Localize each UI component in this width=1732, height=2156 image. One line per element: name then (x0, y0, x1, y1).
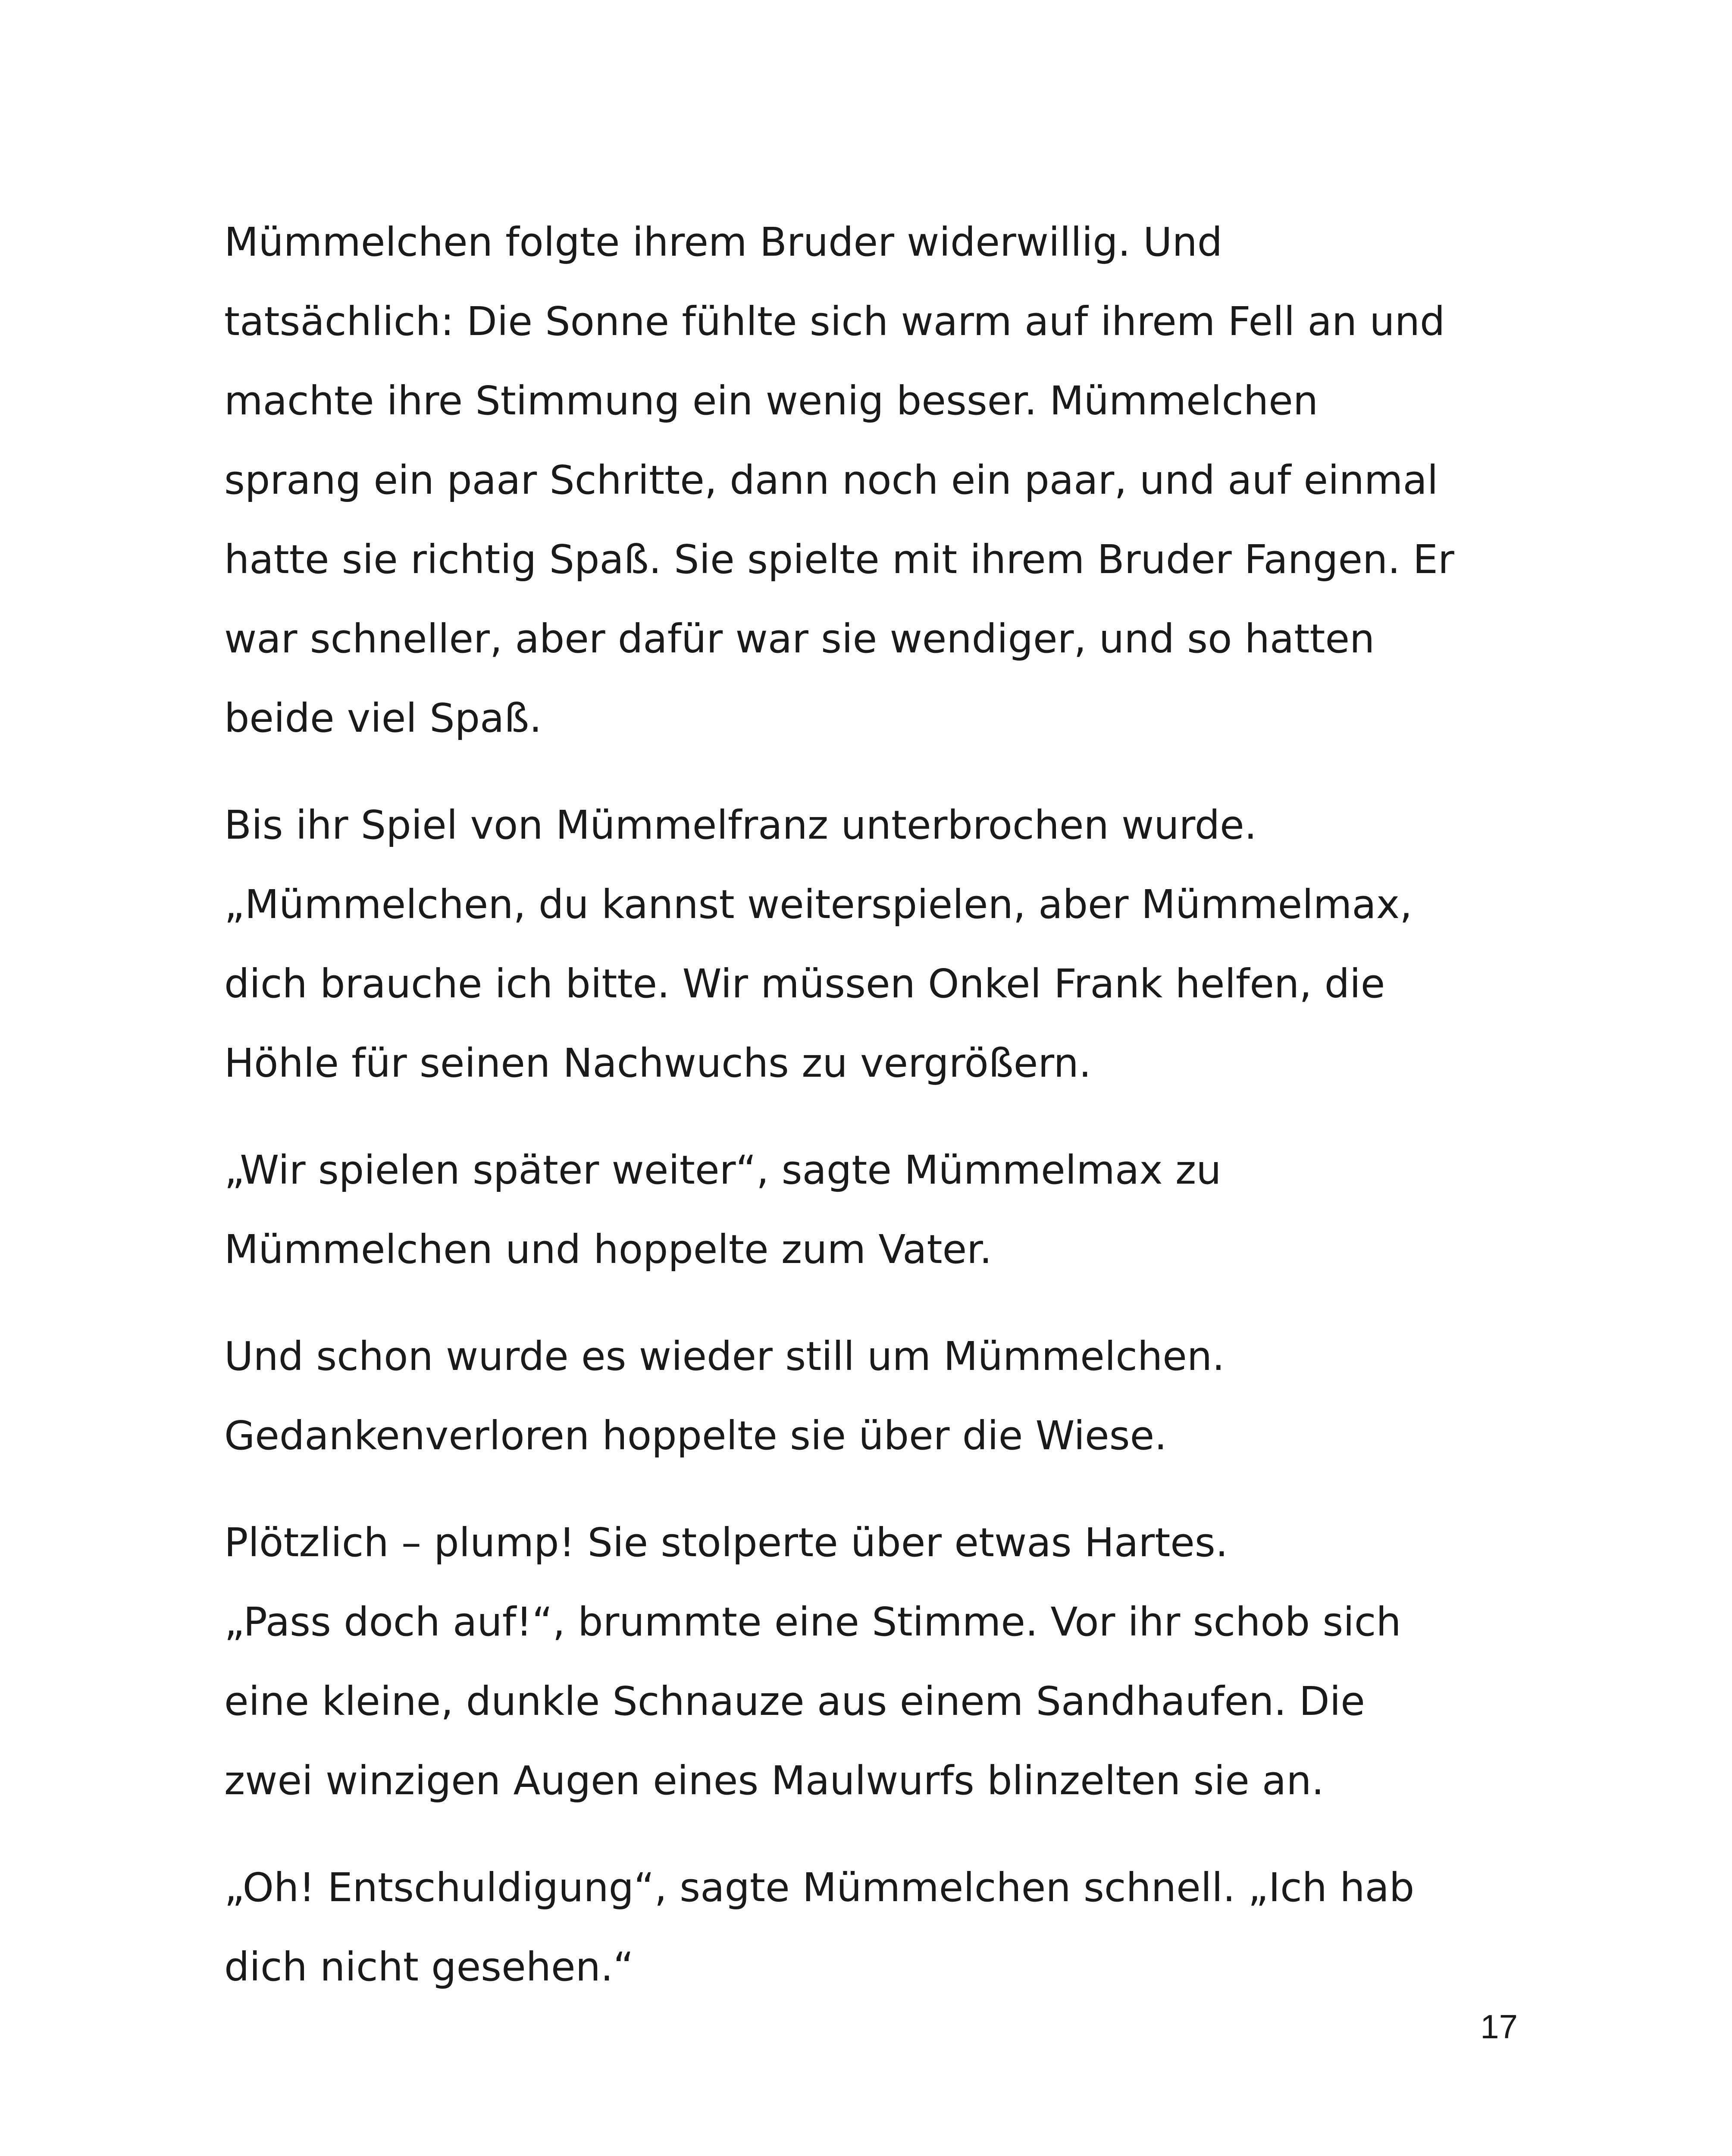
text-line: „Wir spielen später weiter“, sagte Mümmelmax zu (224, 1147, 1221, 1193)
text-line: dich brauche ich bitte. Wir müssen Onkel Frank helfen, die (224, 961, 1385, 1007)
text-line: „Mümmelchen, du kannst weiterspielen, aber Mümmelmax, (224, 881, 1413, 928)
paragraph (224, 1503, 1518, 1821)
paragraph (224, 1131, 1518, 1289)
text-line: Plötzlich – plump! Sie stolperte über etwas Hartes. (224, 1520, 1228, 1566)
text-line: „Oh! Entschuldigung“, sagte Mümmelchen schnell. „Ich hab (224, 1865, 1415, 1911)
story-text (224, 203, 1518, 2034)
text-line: Höhle für seinen Nachwuchs zu vergrößern. (224, 1040, 1092, 1086)
text-line: tatsächlich: Die Sonne fühlte sich warm auf ihrem Fell an und (224, 298, 1445, 345)
text-line: „Pass doch auf!“, brummte eine Stimme. Vor ihr schob sich (224, 1599, 1401, 1645)
paragraph (224, 1848, 1518, 2007)
text-line: Mümmelchen und hoppelte zum Vater. (224, 1226, 992, 1272)
paragraph (224, 786, 1518, 1103)
text-line: hatte sie richtig Spaß. Sie spielte mit ihrem Bruder Fangen. Er (224, 536, 1454, 583)
text-line: war schneller, aber dafür war sie wendiger, und so hatten (224, 616, 1375, 662)
text-line: machte ihre Stimmung ein wenig besser. Mümmelchen (224, 378, 1319, 424)
text-line: Bis ihr Spiel von Mümmelfranz unterbrochen wurde. (224, 802, 1257, 848)
page-number: 17 (1480, 2008, 1518, 2046)
paragraph (224, 203, 1518, 758)
text-line: Mümmelchen folgte ihrem Bruder widerwillig. Und (224, 219, 1223, 265)
text-line: Gedankenverloren hoppelte sie über die Wiese. (224, 1413, 1167, 1459)
text-line: dich nicht gesehen.“ (224, 1944, 634, 1990)
text-line: eine kleine, dunkle Schnauze aus einem Sandhaufen. Die (224, 1678, 1365, 1724)
paragraph (224, 1317, 1518, 1476)
text-line: sprang ein paar Schritte, dann noch ein paar, und auf einmal (224, 457, 1438, 503)
text-line: beide viel Spaß. (224, 695, 542, 741)
text-line: zwei winzigen Augen eines Maulwurfs blinzelten sie an. (224, 1758, 1324, 1804)
text-line: Und schon wurde es wieder still um Mümmelchen. (224, 1333, 1225, 1379)
